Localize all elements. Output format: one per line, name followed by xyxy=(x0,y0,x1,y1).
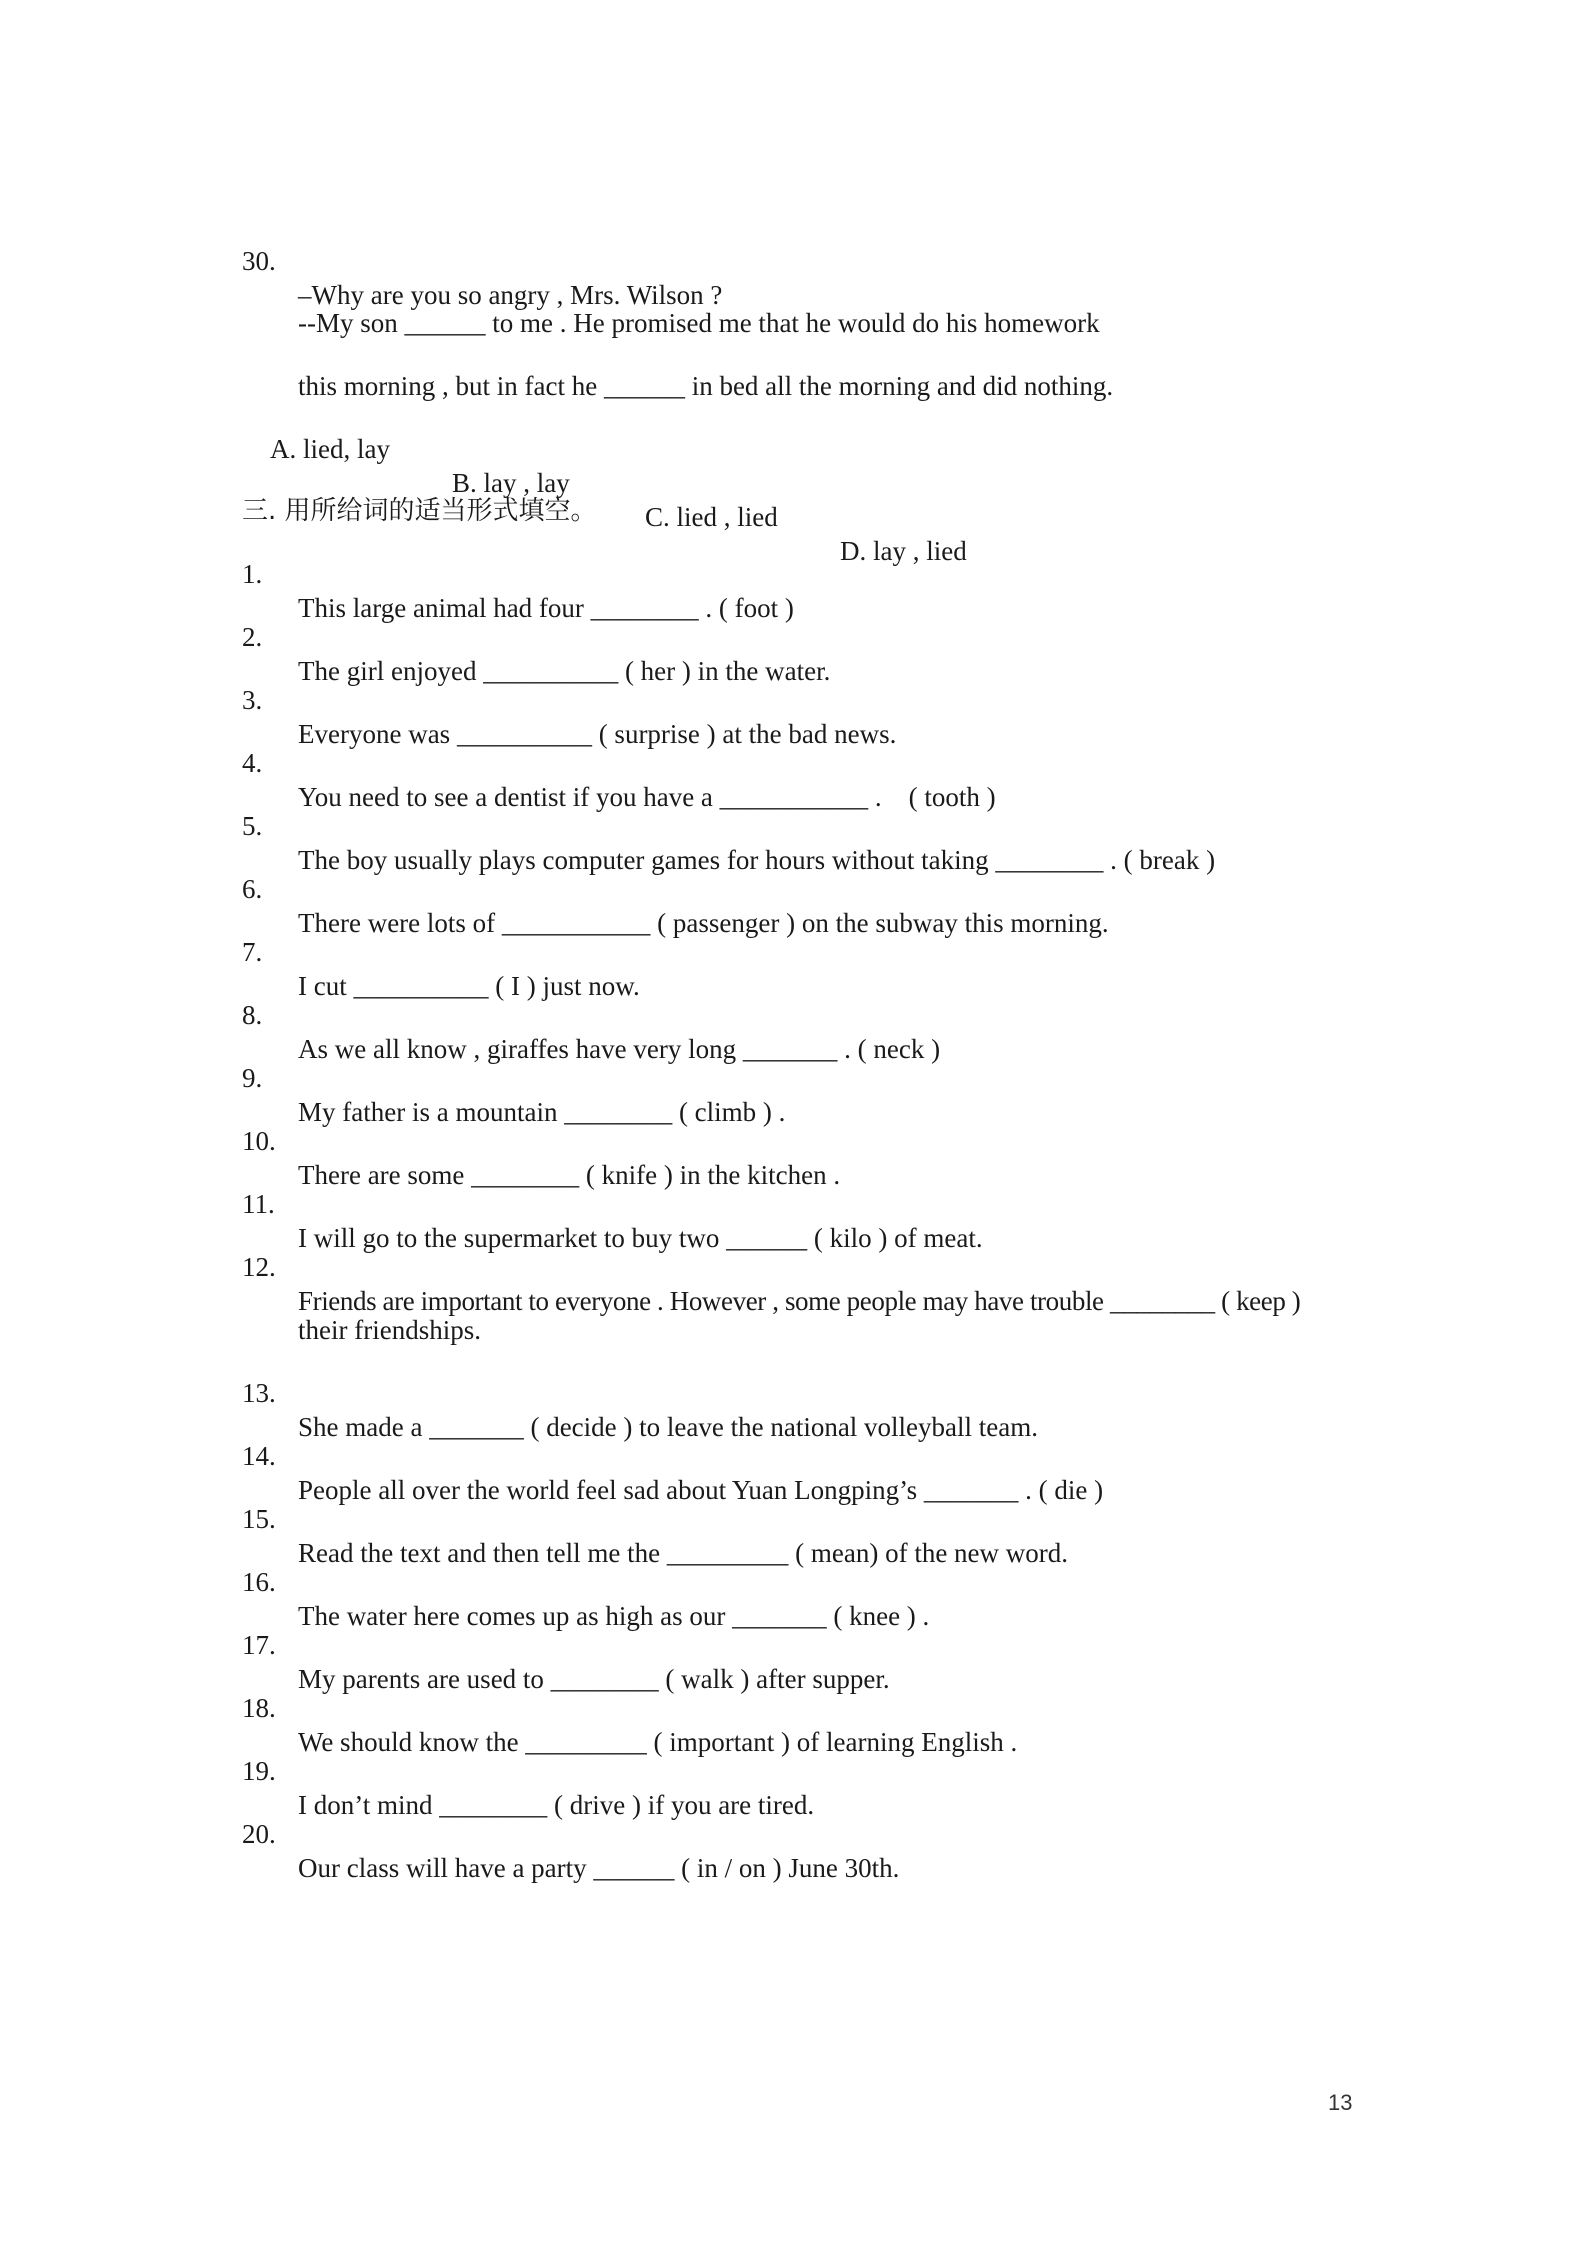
item-number: 3. xyxy=(242,685,263,715)
item-text: There are some ________ ( knife ) in the kitchen . xyxy=(298,1160,841,1190)
item-text: Everyone was __________ ( surprise ) at the bad news. xyxy=(298,719,897,749)
section-title: 三. 用所给词的适当形式填空。 xyxy=(242,496,597,526)
item-text: Read the text and then tell me the _________ ( mean) of the new word. xyxy=(298,1538,1069,1568)
item-number: 19. xyxy=(242,1756,276,1786)
item-text: I will go to the supermarket to buy two ______ ( kilo ) of meat. xyxy=(298,1223,983,1253)
item-text: I don’t mind ________ ( drive ) if you are tired. xyxy=(298,1790,815,1820)
item-text: As we all know , giraffes have very long _______ . ( neck ) xyxy=(298,1034,941,1064)
item-text: We should know the _________ ( important ) of learning English . xyxy=(298,1727,1018,1757)
item-text: My father is a mountain ________ ( climb ) . xyxy=(298,1097,786,1127)
item-number: 9. xyxy=(242,1063,263,1093)
item-number: 1. xyxy=(242,559,263,589)
item-number: 15. xyxy=(242,1504,276,1534)
question-30-prompt: –Why are you so angry , Mrs. Wilson ? xyxy=(298,280,723,310)
item-text: There were lots of ___________ ( passenger ) on the subway this morning. xyxy=(298,908,1109,938)
item-number: 13. xyxy=(242,1378,276,1408)
item-number: 11. xyxy=(242,1189,275,1219)
option-b: B. lay , lay xyxy=(452,468,570,498)
item-number: 5. xyxy=(242,811,263,841)
item-number: 10. xyxy=(242,1126,276,1156)
item-number: 2. xyxy=(242,622,263,652)
item-text: The boy usually plays computer games for hours without taking ________ . ( break ) xyxy=(298,845,1216,875)
item-text: Friends are important to everyone . However , some people may have trouble ________ ( keep ) xyxy=(298,1286,1301,1316)
option-d: D. lay , lied xyxy=(840,536,967,566)
item-text: Our class will have a party ______ ( in / on ) June 30th. xyxy=(298,1853,900,1883)
item-number: 14. xyxy=(242,1441,276,1471)
item-number: 12. xyxy=(242,1252,276,1282)
item-number: 4. xyxy=(242,748,263,778)
item-text: You need to see a dentist if you have a ___________ . ( tooth ) xyxy=(298,782,996,812)
item-text: I cut __________ ( I ) just now. xyxy=(298,971,640,1001)
item-text: She made a _______ ( decide ) to leave the national volleyball team. xyxy=(298,1412,1038,1442)
item-number: 17. xyxy=(242,1630,276,1660)
question-30-response-1: --My son ______ to me . He promised me that he would do his homework xyxy=(298,308,1100,338)
item-number: 6. xyxy=(242,874,263,904)
item-number: 7. xyxy=(242,937,263,967)
question-30-response-2: this morning , but in fact he ______ in bed all the morning and did nothing. xyxy=(298,371,1114,401)
item-text-continuation: their friendships. xyxy=(298,1315,481,1345)
item-text: The girl enjoyed __________ ( her ) in the water. xyxy=(298,656,831,686)
question-30-number: 30. xyxy=(242,246,276,276)
option-c: C. lied , lied xyxy=(645,502,778,532)
page-number: 13 xyxy=(1328,2090,1353,2115)
item-text: This large animal had four ________ . ( foot ) xyxy=(298,593,794,623)
item-number: 18. xyxy=(242,1693,276,1723)
item-number: 20. xyxy=(242,1819,276,1849)
option-a: A. lied, lay xyxy=(270,434,390,464)
item-number: 8. xyxy=(242,1000,263,1030)
item-number: 16. xyxy=(242,1567,276,1597)
item-text: People all over the world feel sad about Yuan Longping’s _______ . ( die ) xyxy=(298,1475,1104,1505)
item-text: The water here comes up as high as our _______ ( knee ) . xyxy=(298,1601,930,1631)
item-text: My parents are used to ________ ( walk ) after supper. xyxy=(298,1664,890,1694)
